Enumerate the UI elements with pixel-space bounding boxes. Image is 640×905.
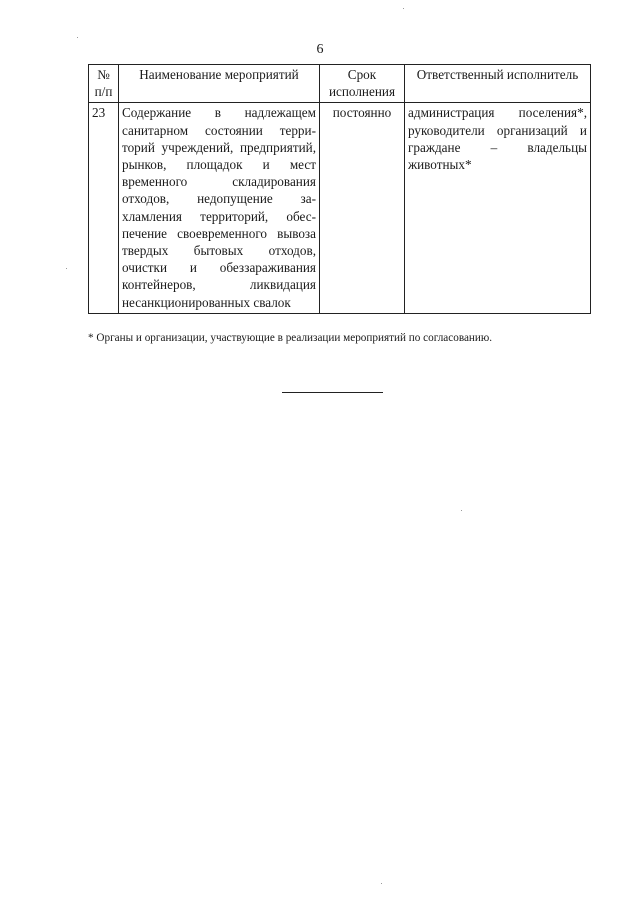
page-number: 6 bbox=[316, 42, 324, 57]
end-rule-divider bbox=[282, 392, 383, 393]
scan-speck bbox=[66, 268, 67, 269]
measures-table bbox=[88, 64, 591, 314]
row-responsible: администрация поселения*, руководители организаций и граждане – владельцы животных* bbox=[405, 103, 591, 313]
header-name: Наименование мероприятий bbox=[119, 65, 320, 103]
table-header-row bbox=[89, 65, 591, 103]
row-term: постоянно bbox=[320, 103, 405, 313]
row-number: 23 bbox=[89, 103, 119, 313]
scan-speck bbox=[381, 883, 382, 884]
row-measure-name: Содержание в надлежащем санитарном состоянии территорий учреждений, предприятий, рынков, площадок и мест временного складирования отходов, недопущение захламления территорий, обеспечение своевременного вывоза твердых бытовых отходов, очистки и обеззараживания контейнеров, ликвидация несанкционированных свалок bbox=[119, 103, 320, 313]
scan-speck bbox=[77, 37, 78, 38]
scan-speck bbox=[461, 510, 462, 511]
header-responsible: Ответственный исполнитель bbox=[405, 65, 591, 103]
header-term: Срок исполнения bbox=[320, 65, 405, 103]
footnote: * Органы и организации, участвующие в реализации мероприятий по согласованию. bbox=[88, 332, 493, 344]
scan-speck bbox=[403, 8, 404, 9]
table-row bbox=[89, 103, 591, 313]
header-number: № п/п bbox=[89, 65, 119, 103]
